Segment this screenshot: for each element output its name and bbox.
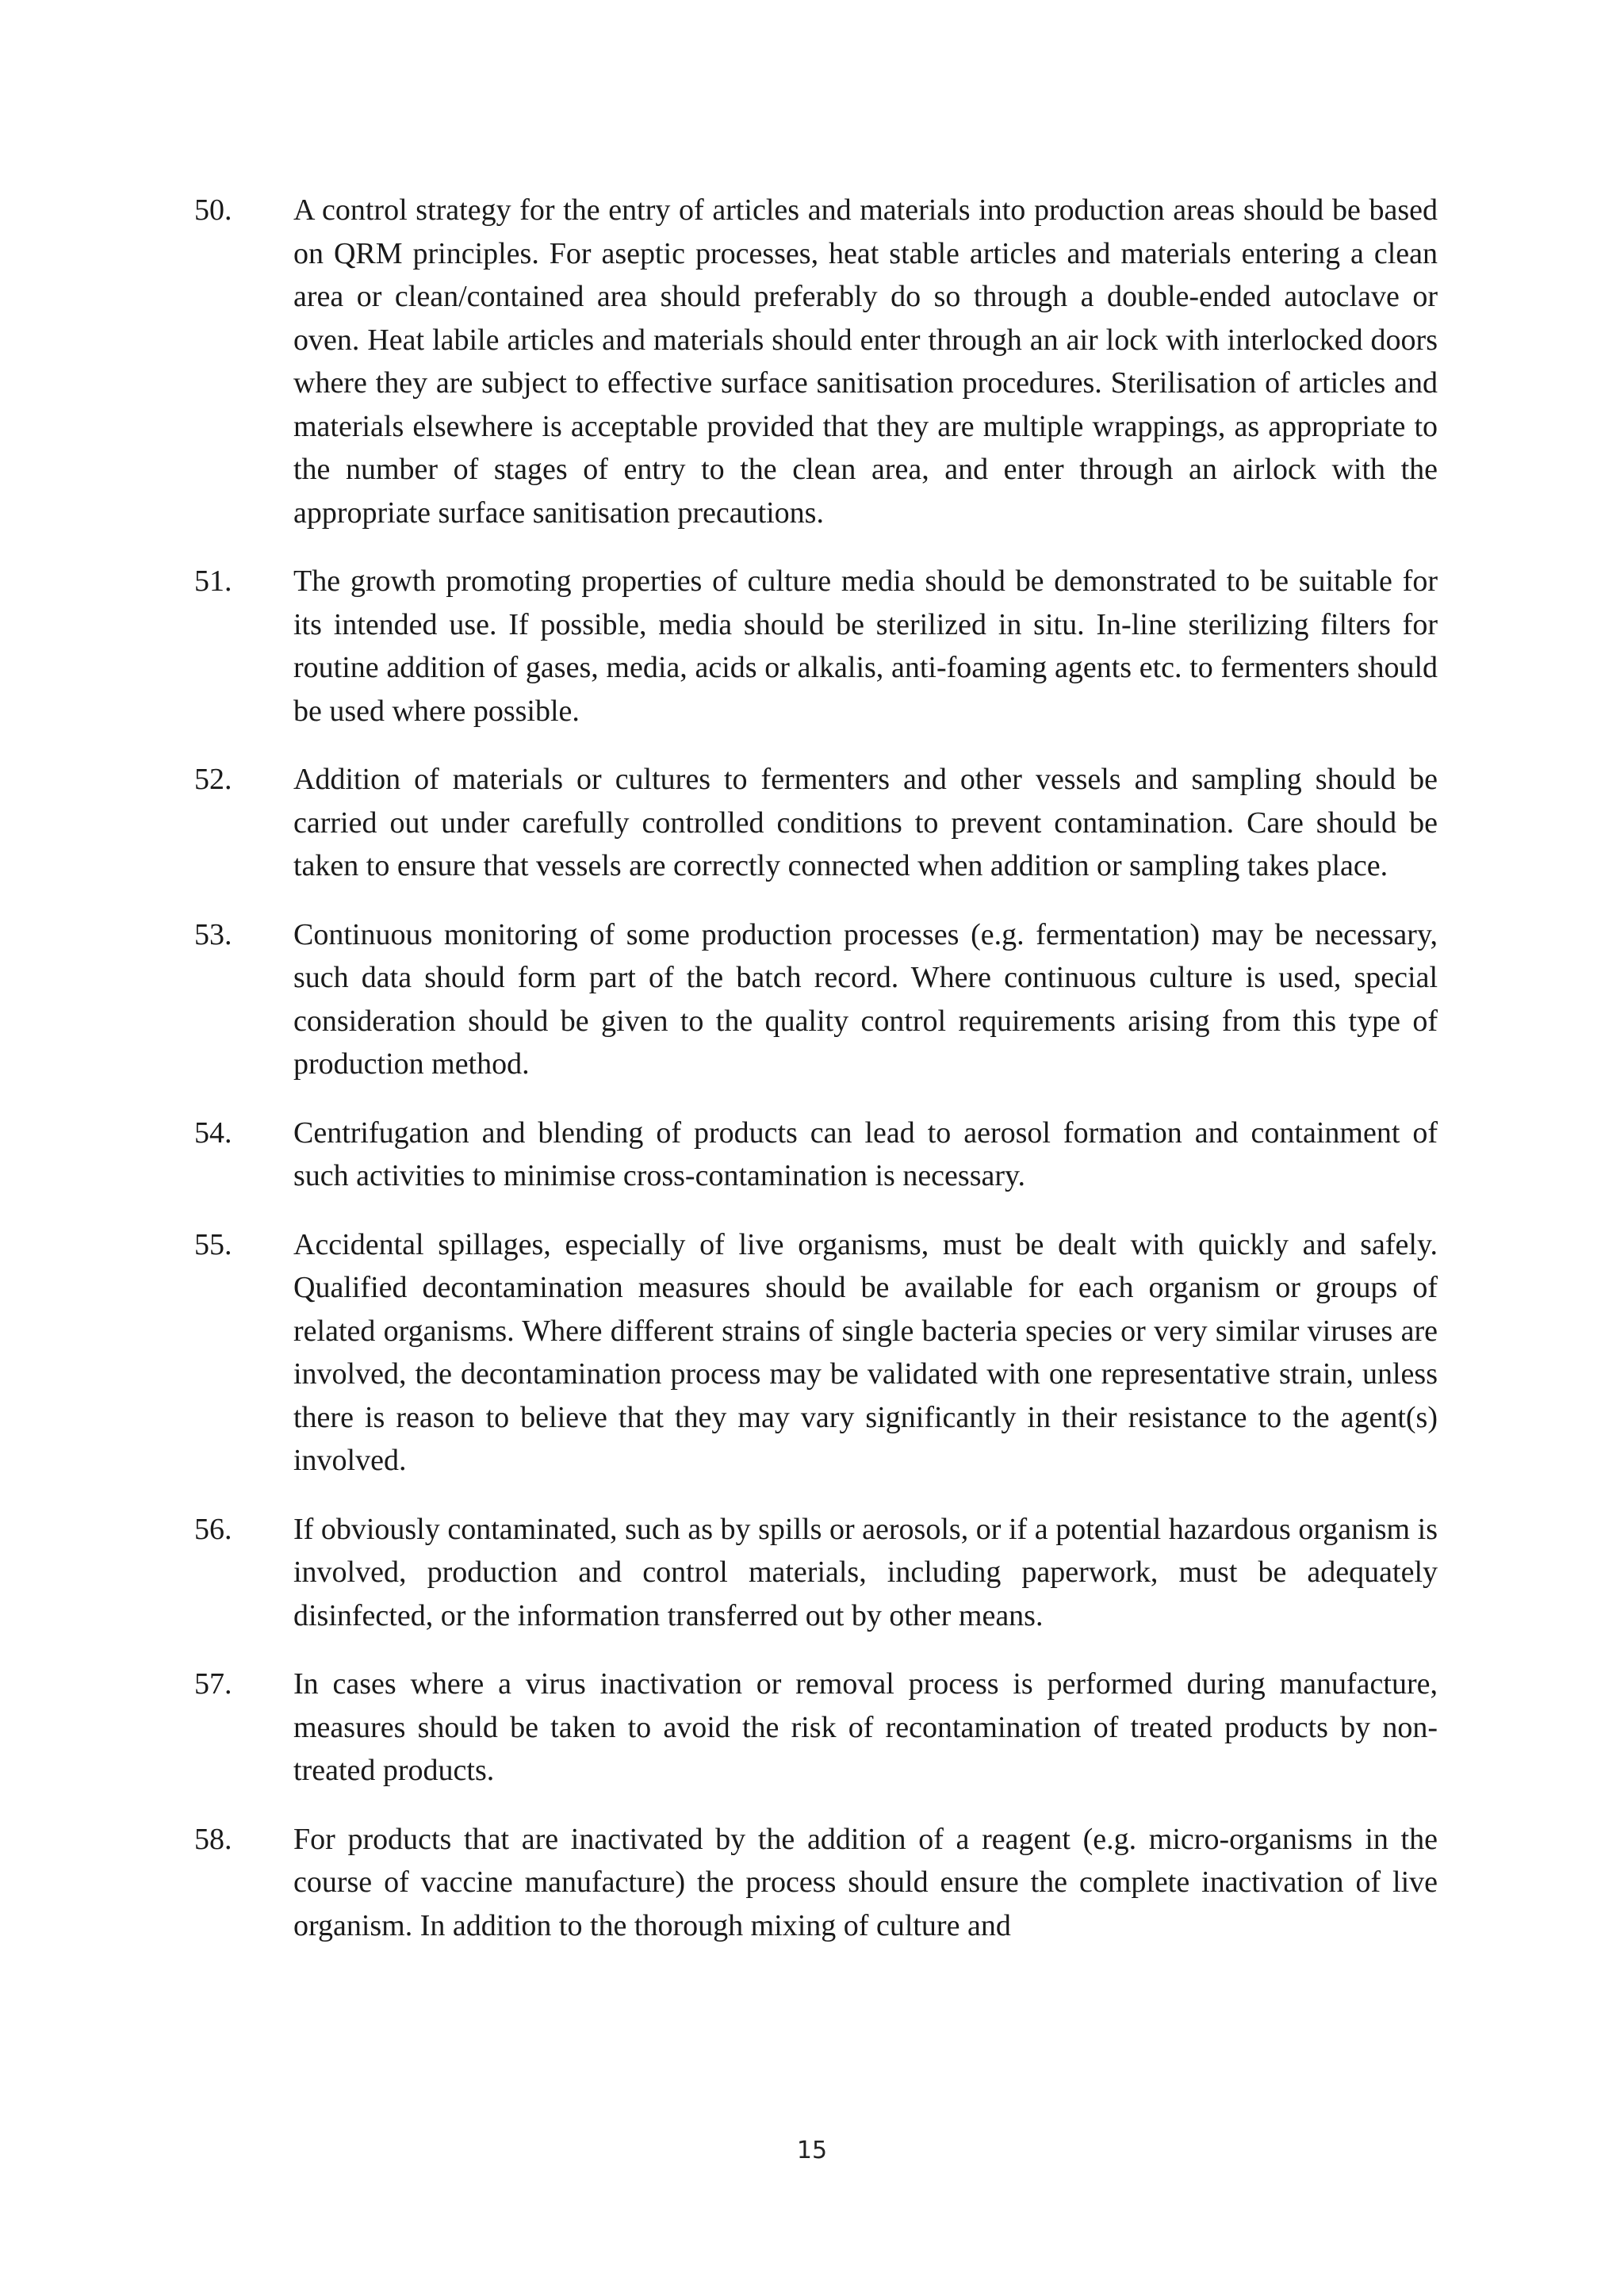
- paragraph-57: [194, 1663, 1438, 1793]
- paragraph-text: In cases where a virus inactivation or removal process is performed during manufacture, measures should be taken to avoid the risk of recontamination of treated products by non-treated products.: [293, 1667, 1438, 1787]
- paragraph-text: Addition of materials or cultures to fermenters and other vessels and sampling should be carried out under carefully controlled conditions to prevent contamination. Care should be taken to ensure that vessels are correctly connected when addition or sampling takes place.: [293, 763, 1438, 882]
- paragraph-number: 54.: [194, 1115, 232, 1150]
- page-number: 15: [796, 2137, 828, 2164]
- paragraph-58: [194, 1818, 1438, 1948]
- paragraph-53: [194, 913, 1438, 1086]
- paragraph-text: If obviously contaminated, such as by spills or aerosols, or if a potential hazardous organism is involved, production and control materials, including paperwork, must be adequately disinfected, or the information transferred out by other means.: [293, 1512, 1438, 1632]
- paragraph-number: 56.: [194, 1512, 232, 1546]
- paragraph-54: [194, 1112, 1438, 1198]
- paragraph-text: Continuous monitoring of some production processes (e.g. fermentation) may be necessary, such data should form part of the batch record. Where continuous culture is used, special consideration should be given to the quality control requirements arising from this type of production method.: [293, 917, 1438, 1081]
- paragraph-text: The growth promoting properties of culture media should be demonstrated to be suitable for its intended use. If possible, media should be sterilized in situ. In-line sterilizing filters for routine addition of gases, media, acids or alkalis, anti-foaming agents etc. to fermenters should be used where possible.: [293, 564, 1438, 728]
- paragraph-51: [194, 560, 1438, 733]
- paragraph-number: 52.: [194, 763, 232, 796]
- paragraph-number: 51.: [194, 564, 232, 598]
- paragraph-text: Centrifugation and blending of products can lead to aerosol formation and containment of such activities to minimise cross-contamination is necessary.: [293, 1115, 1438, 1192]
- document-body: [194, 189, 1438, 1973]
- paragraph-52: [194, 758, 1438, 888]
- paragraph-56: [194, 1508, 1438, 1638]
- paragraph-number: 55.: [194, 1227, 232, 1261]
- paragraph-text: A control strategy for the entry of articles and materials into production areas should be based on QRM principles. For aseptic processes, heat stable articles and materials entering a clean area or clean/contained area should preferably do so through a double-ended autoclave or oven. Heat labile articles and materials should enter through an air lock with interlocked doors where they are subject to effective surface sanitisation procedures. Sterilisation of articles and materials elsewhere is acceptable provided that they are multiple wrappings, as appropriate to the number of stages of entry to the clean area, and enter through an airlock with the appropriate surface sanitisation precautions.: [293, 193, 1438, 530]
- paragraph-number: 57.: [194, 1667, 232, 1701]
- paragraph-text: Accidental spillages, especially of live organisms, must be dealt with quickly and safely. Qualified decontamination measures should be available for each organism or groups of related organisms. Where different strains of single bacteria species or very similar viruses are involved, the decontamination process may be validated with one representative strain, unless there is reason to believe that they may vary significantly in their resistance to the agent(s) involved.: [293, 1227, 1438, 1477]
- paragraph-number: 53.: [194, 917, 232, 951]
- paragraph-number: 58.: [194, 1822, 232, 1856]
- paragraph-55: [194, 1223, 1438, 1483]
- paragraph-50: [194, 189, 1438, 534]
- paragraph-number: 50.: [194, 193, 232, 227]
- paragraph-text: For products that are inactivated by the addition of a reagent (e.g. micro-organisms in the course of vaccine manufacture) the process should ensure the complete inactivation of live organism. In addition to the thorough mixing of culture and: [293, 1822, 1438, 1942]
